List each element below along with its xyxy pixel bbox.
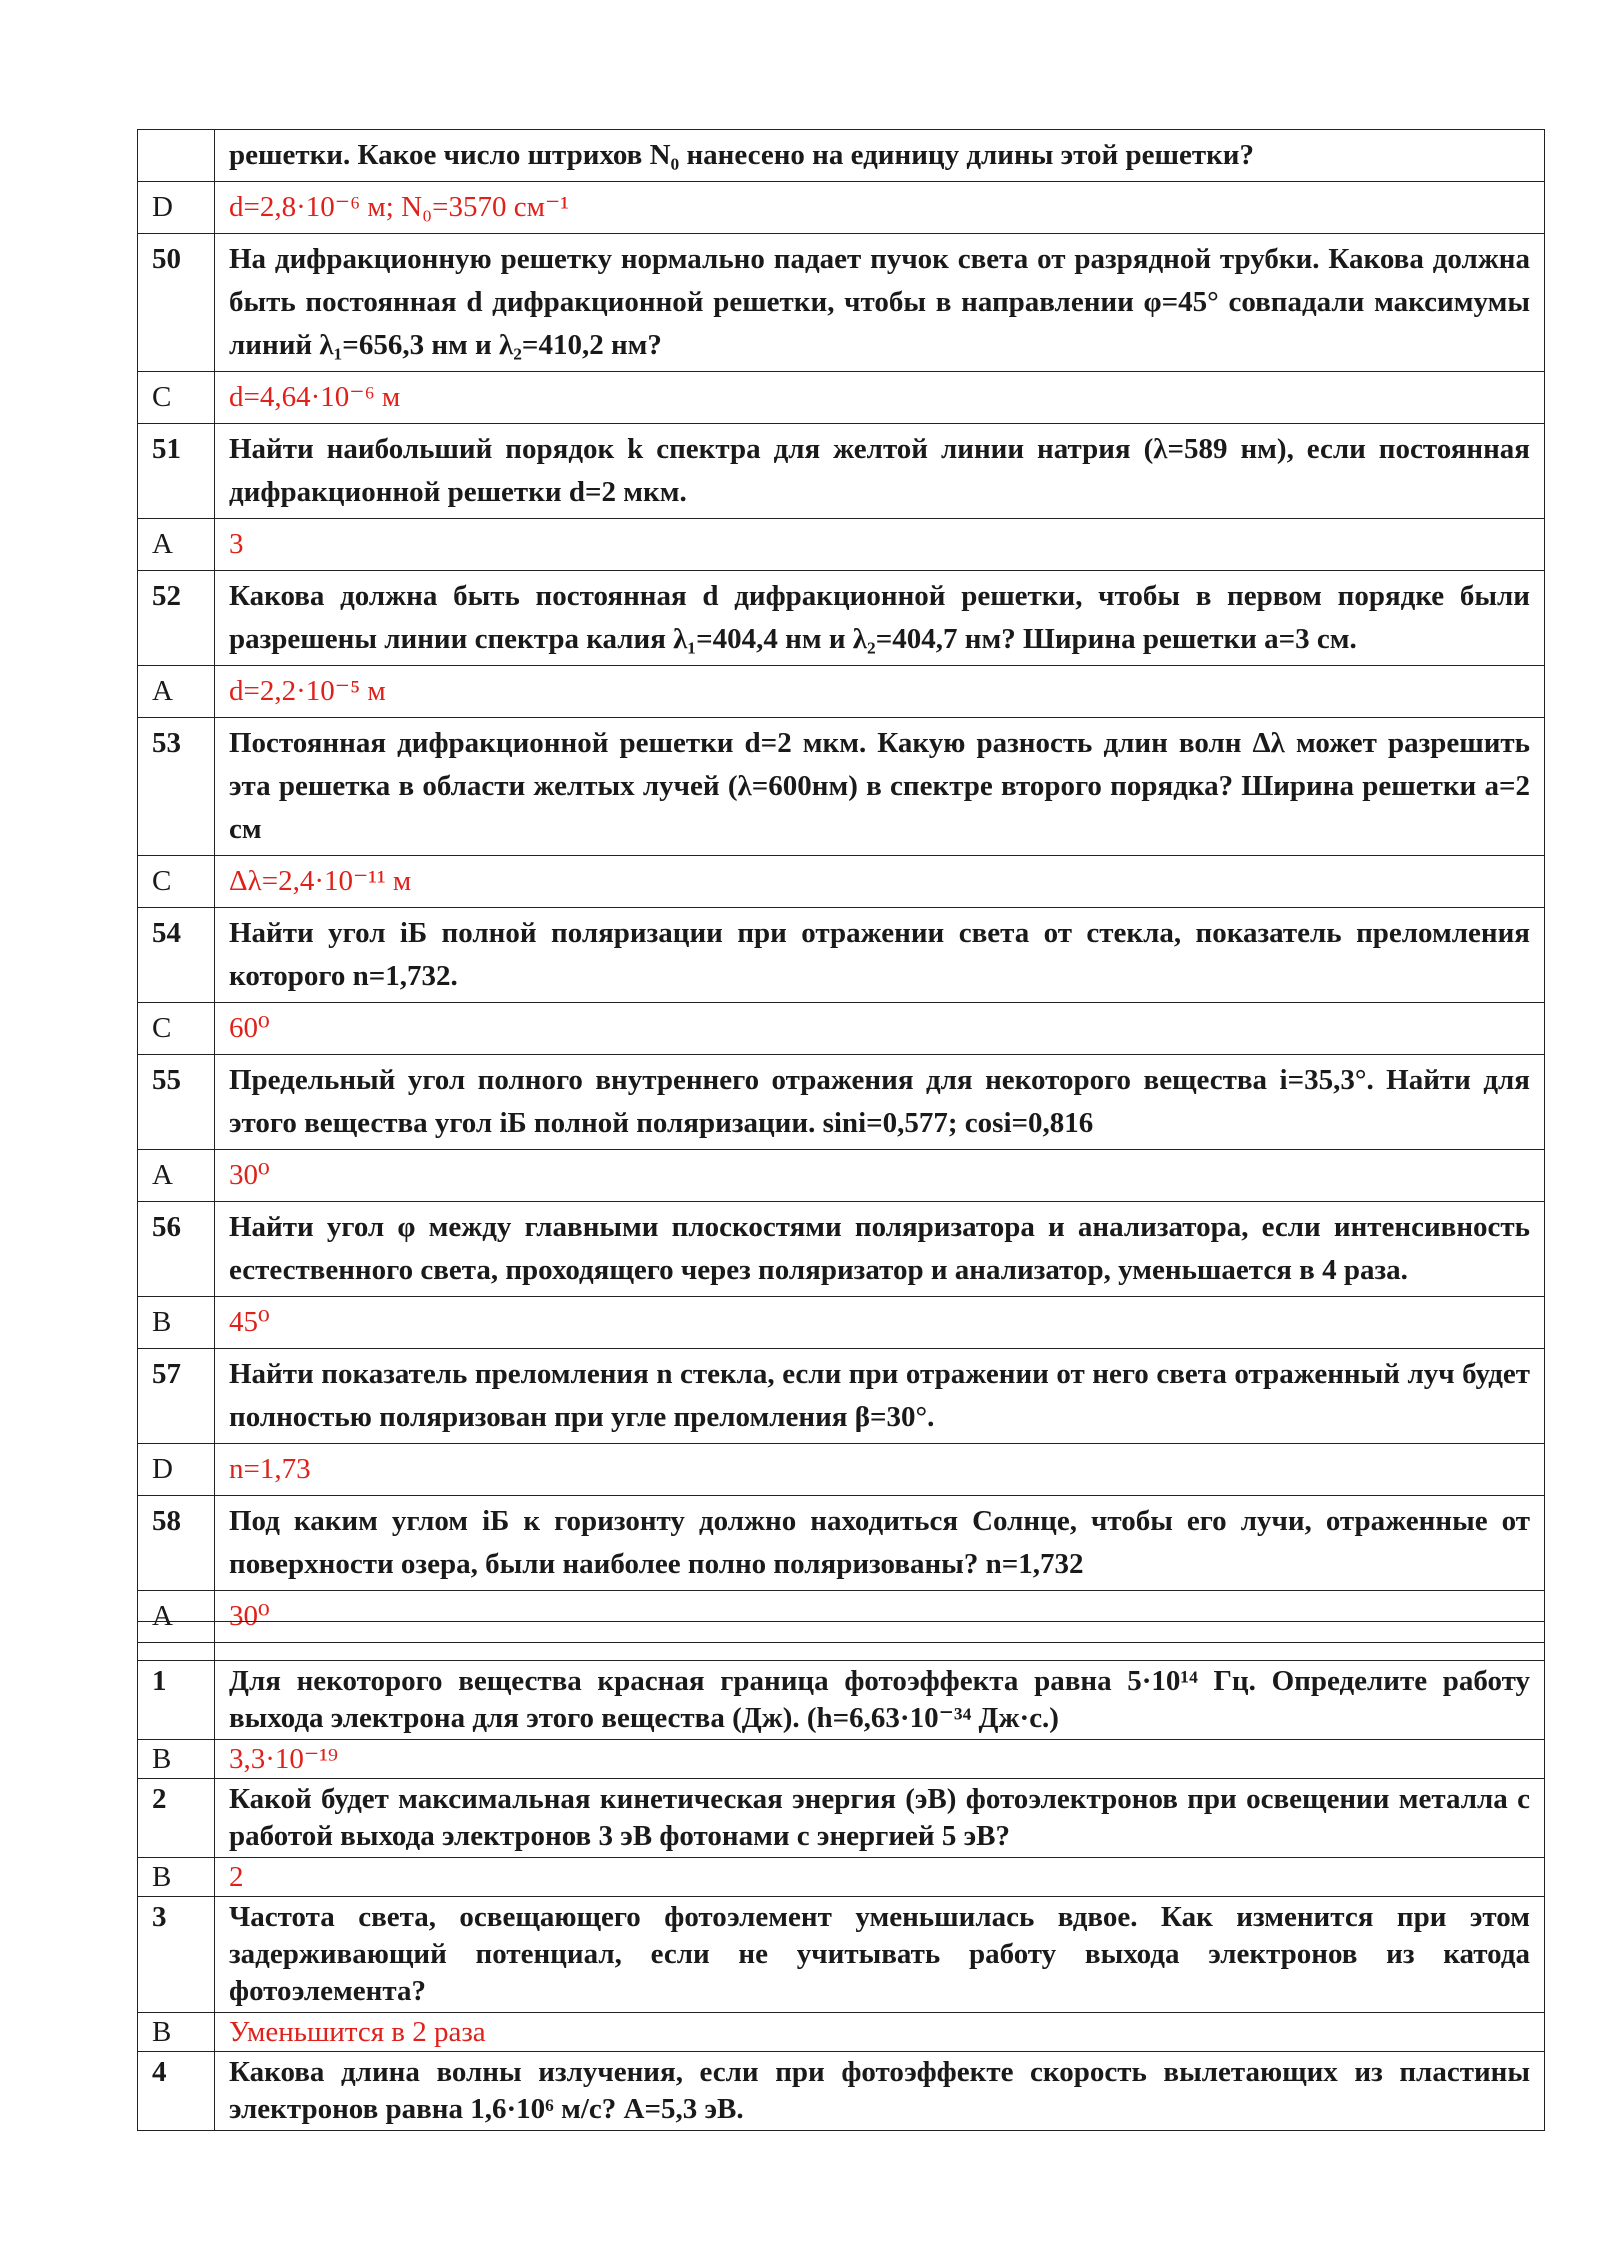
question-text: Найти показатель преломления n стекла, если при отражении от него света отраженный луч будет полностью поляризован при угле преломления β=30°. (215, 1349, 1545, 1444)
question-text: Найти наибольший порядок k спектра для желтой линии натрия (λ=589 нм), если постоянная дифракционной решетки d=2 мкм. (215, 424, 1545, 519)
answer-text: d=2,8·10⁻⁶ м; N₀=3570 см⁻¹ (215, 182, 1545, 234)
question-text: Какова длина волны излучения, если при фотоэффекте скорость вылетающих из пластины электронов равна 1,6·10⁶ м/с? A=5,3 эВ. (215, 2052, 1545, 2131)
answer-text: 3,3·10⁻¹⁹ (215, 1740, 1545, 1779)
answer-text: n=1,73 (215, 1444, 1545, 1496)
answer-text: 30⁰ (215, 1591, 1545, 1643)
question-row (138, 1202, 1545, 1297)
answer-row (138, 1003, 1545, 1055)
question-row (138, 1779, 1545, 1858)
answer-row (138, 372, 1545, 424)
answer-text: 60⁰ (215, 1003, 1545, 1055)
answer-text: d=2,2·10⁻⁵ м (215, 666, 1545, 718)
answer-row (138, 1444, 1545, 1496)
answer-letter: A (138, 666, 215, 718)
row-number: 2 (138, 1779, 215, 1858)
answer-row (138, 1858, 1545, 1897)
answer-row (138, 182, 1545, 234)
answer-text: 30⁰ (215, 1150, 1545, 1202)
questions-table-photoeffect (137, 1621, 1545, 2131)
row-number (138, 1622, 215, 1661)
answer-row (138, 1150, 1545, 1202)
row-number: 55 (138, 1055, 215, 1150)
question-row (138, 908, 1545, 1003)
question-row (138, 234, 1545, 372)
question-row (138, 2052, 1545, 2131)
question-text: Найти угол φ между главными плоскостями поляризатора и анализатора, если интенсивность естественного света, проходящего через поляризатор и анализатор, уменьшается в 4 раза. (215, 1202, 1545, 1297)
answer-text: 45⁰ (215, 1297, 1545, 1349)
answer-row (138, 666, 1545, 718)
answer-letter: B (138, 1740, 215, 1779)
row-number: 4 (138, 2052, 215, 2131)
question-row (138, 1661, 1545, 1740)
answer-letter: B (138, 2013, 215, 2052)
answer-letter: A (138, 1150, 215, 1202)
row-number: 1 (138, 1661, 215, 1740)
question-row (138, 1349, 1545, 1444)
question-row (138, 424, 1545, 519)
question-row (138, 1496, 1545, 1591)
answer-letter: D (138, 182, 215, 234)
question-text: решетки. Какое число штрихов N₀ нанесено на единицу длины этой решетки? (215, 130, 1545, 182)
answer-letter: A (138, 519, 215, 571)
answer-letter: C (138, 1003, 215, 1055)
question-text: Найти угол iБ полной поляризации при отражении света от стекла, показатель преломления которого n=1,732. (215, 908, 1545, 1003)
question-text: Постоянная дифракционной решетки d=2 мкм. Какую разность длин волн Δλ может разрешить эта решетка в области желтых лучей (λ=600нм) в спектре второго порядка? Ширина решетки a=2 см (215, 718, 1545, 856)
answer-row (138, 1740, 1545, 1779)
row-number: 3 (138, 1897, 215, 2013)
answer-text: 3 (215, 519, 1545, 571)
answer-text: d=4,64·10⁻⁶ м (215, 372, 1545, 424)
answer-text: Уменьшится в 2 раза (215, 2013, 1545, 2052)
row-number: 52 (138, 571, 215, 666)
answer-text: Δλ=2,4·10⁻¹¹ м (215, 856, 1545, 908)
row-number (138, 130, 215, 182)
row-number: 51 (138, 424, 215, 519)
answer-letter: B (138, 1297, 215, 1349)
question-row (138, 1897, 1545, 2013)
row-number: 57 (138, 1349, 215, 1444)
question-text: Предельный угол полного внутреннего отражения для некоторого вещества i=35,3°. Найти для этого вещества угол iБ полной поляризации. sini=0,577; cosi=0,816 (215, 1055, 1545, 1150)
answer-row (138, 2013, 1545, 2052)
questions-table-optics (137, 129, 1545, 1643)
question-row (138, 1055, 1545, 1150)
question-text: Какой будет максимальная кинетическая энергия (эВ) фотоэлектронов при освещении металла с работой выхода электронов 3 эВ фотонами с энергией 5 эВ? (215, 1779, 1545, 1858)
question-text: Для некоторого вещества красная граница фотоэффекта равна 5·10¹⁴ Гц. Определите работу выхода электрона для этого вещества (Дж). (h=6,63·10⁻³⁴ Дж·с.) (215, 1661, 1545, 1740)
answer-letter: D (138, 1444, 215, 1496)
answer-letter: B (138, 1858, 215, 1897)
row-number: 58 (138, 1496, 215, 1591)
row-number: 54 (138, 908, 215, 1003)
question-row (138, 571, 1545, 666)
question-text: Какова должна быть постоянная d дифракционной решетки, чтобы в первом порядке были разрешены линии спектра калия λ₁=404,4 нм и λ₂=404,7 нм? Ширина решетки a=3 см. (215, 571, 1545, 666)
question-text: Под каким углом iБ к горизонту должно находиться Солнце, чтобы его лучи, отраженные от поверхности озера, были наиболее полно поляризованы? n=1,732 (215, 1496, 1545, 1591)
header-row (138, 1622, 1545, 1661)
answer-row (138, 856, 1545, 908)
row-number: 50 (138, 234, 215, 372)
answer-row (138, 519, 1545, 571)
answer-letter: C (138, 372, 215, 424)
row-number: 53 (138, 718, 215, 856)
question-text: Частота света, освещающего фотоэлемент уменьшилась вдвое. Как изменится при этом задерживающий потенциал, если не учитывать работу выхода электронов из катода фотоэлемента? (215, 1897, 1545, 2013)
question-row (138, 718, 1545, 856)
header-text (215, 1622, 1545, 1661)
row-number: 56 (138, 1202, 215, 1297)
question-row (138, 130, 1545, 182)
answer-letter: A (138, 1591, 215, 1643)
answer-row (138, 1297, 1545, 1349)
question-text: На дифракционную решетку нормально падает пучок света от разрядной трубки. Какова должна быть постоянная d дифракционной решетки, чтобы в направлении φ=45° совпадали максимумы линий λ₁=656,3 нм и λ₂=410,2 нм? (215, 234, 1545, 372)
answer-letter: C (138, 856, 215, 908)
answer-text: 2 (215, 1858, 1545, 1897)
